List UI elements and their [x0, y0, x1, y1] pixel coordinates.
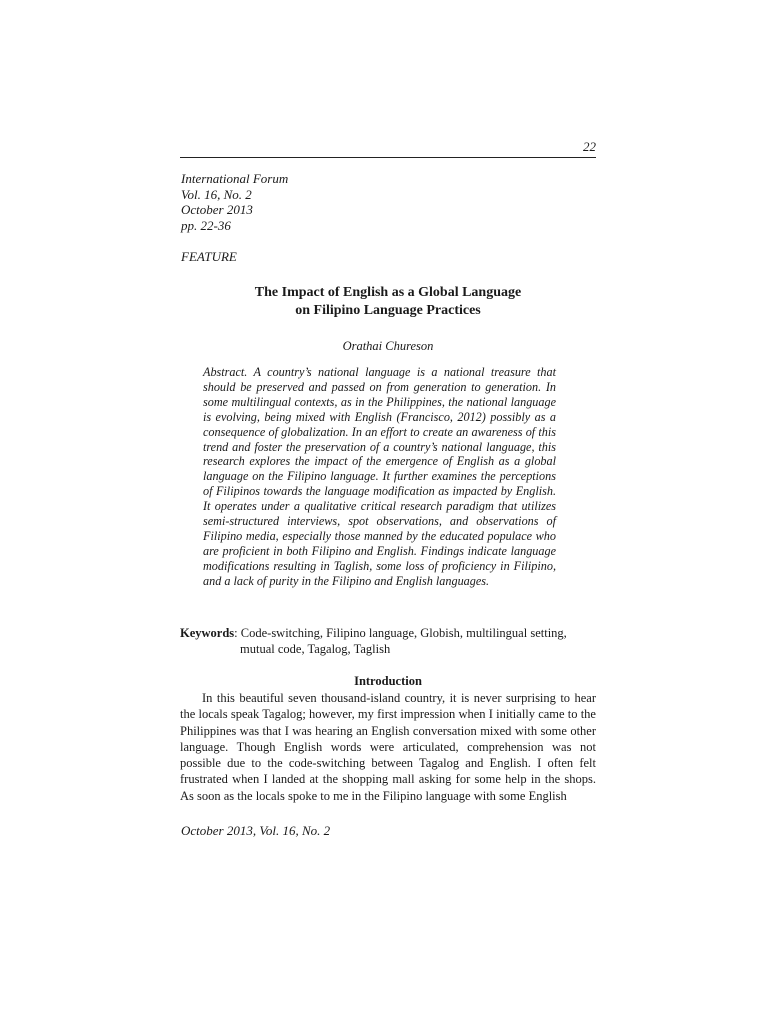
keywords-label: Keywords — [180, 626, 235, 640]
abstract-text: Abstract. A country’s national language is a national treasure that should be preserved and passed on from generation to generation. In some multilingual contexts, as in the Philippines, the national language is evolving, being mixed with English (Francisco, 2012) possibly as a consequence of globalization. In an effort to create an awareness of this trend and foster the preservation of a country’s national language, this research explores the impact of the emergence of English as a global language on the Filipino language. It further examines the perceptions of Filipinos towards the language modification as impacted by English. It operates under a qualitative critical research paradigm that utilizes semi-structured interviews, spot observations, and observations of Filipino media, especially those manned by the educated populace who are proficient in both Filipino and English. Findings indicate language modifications resulting in Taglish, some loss of proficiency in Filipino, and a lack of purity in the Filipino and English languages. — [203, 365, 556, 588]
journal-name: International Forum — [181, 171, 289, 186]
journal-volume: Vol. 16, No. 2 — [181, 186, 252, 202]
page-number: 22 — [583, 139, 596, 154]
journal-pages: pp. 22-36 — [181, 217, 231, 233]
keywords-list-1: : Code-switching, Filipino language, Globish, multilingual setting, — [234, 626, 567, 640]
header-rule — [180, 157, 596, 158]
author-name: Orathai Chureson — [342, 339, 434, 353]
introduction-paragraph: In this beautiful seven thousand-island country, it is never surprising to hear the locals speak Tagalog; however, my first impression when I initially came to the Philippines was that I was hearing an English conversation mixed with some other language. Though English words were articulated, comprehension was not possible due to the code-switching between Tagalog and English. I often felt frustrated when I landed at the shopping mall asking for some help in the shops. As soon as the locals spoke to me in the Filipino language with some English — [180, 691, 596, 803]
journal-info — [181, 171, 288, 233]
page-footer: October 2013, Vol. 16, No. 2 — [181, 823, 331, 838]
introduction-heading: Introduction — [354, 674, 422, 688]
keywords-line-2: mutual code, Tagalog, Taglish — [240, 642, 391, 656]
title-line-2: on Filipino Language Practices — [295, 303, 481, 318]
journal-date: October 2013 — [181, 202, 253, 217]
article-title — [180, 284, 596, 320]
keywords — [180, 625, 596, 657]
title-line-1: The Impact of English as a Global Language — [254, 285, 522, 300]
section-label: FEATURE — [181, 249, 237, 264]
keywords-line-1 — [180, 625, 596, 641]
